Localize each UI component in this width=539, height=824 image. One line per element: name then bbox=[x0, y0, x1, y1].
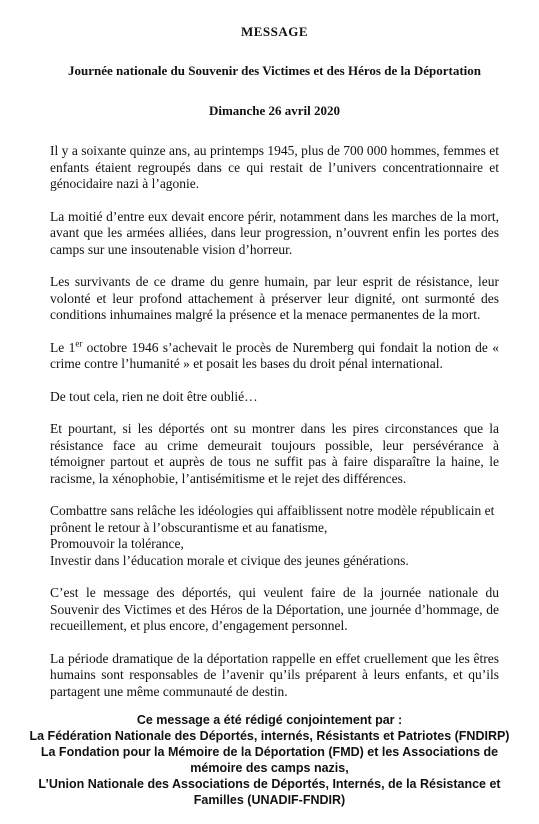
paragraph-4 bbox=[50, 340, 499, 373]
paragraph-1: Il y a soixante quinze ans, au printemps 1945, plus de 700 000 hommes, femmes et enfants étaient regroupés dans ce qui restait de l’univers concentrationnaire et génocidaire nazi à l’agonie. bbox=[50, 143, 499, 191]
document-title: MESSAGE bbox=[240, 24, 309, 39]
paragraph-3: Les survivants de ce drame du genre humain, par leur esprit de résistance, leur volonté et leur profond attachement à préserver leur dignité, ont surmonté des conditions inhumaines malgré la présence et la menace permanentes de la mort. bbox=[50, 274, 499, 322]
paragraph-7-line-2: Promouvoir la tolérance, bbox=[50, 536, 184, 551]
paragraph-5: De tout cela, rien ne doit être oublié… bbox=[50, 388, 258, 404]
paragraph-4-start: Le 1 bbox=[50, 339, 76, 355]
signatory-unadif: L’Union Nationale des Associations de Déportés, Internés, de la Résistance et bbox=[38, 777, 501, 791]
signatory-unadif-cont: Familles (UNADIF-FNDIR) bbox=[193, 793, 346, 807]
paragraph-7-line-1: Combattre sans relâche les idéologies qui affaiblissent notre modèle républicain et prônent le retour à l’obscurantisme et au fanatisme, bbox=[50, 503, 495, 535]
paragraph-7 bbox=[50, 503, 499, 569]
paragraph-7-line-3: Investir dans l’éducation morale et civique des jeunes générations. bbox=[50, 552, 409, 568]
document-subtitle: Journée nationale du Souvenir des Victimes et des Héros de la Déportation bbox=[68, 63, 481, 78]
paragraph-8: C’est le message des déportés, qui veulent faire de la journée nationale du Souvenir des Victimes et des Héros de la Déportation, une journée d’hommage, de recueillement, et plus encore, d’engagement personnel. bbox=[50, 585, 499, 633]
document-date: Dimanche 26 avril 2020 bbox=[208, 103, 341, 118]
paragraph-2: La moitié d’entre eux devait encore périr, notamment dans les marches de la mort, avant que les armées alliées, dans leur progression, n’ouvrent enfin les portes des camps sur une insoutenable vision d’horreur. bbox=[50, 208, 499, 257]
signatory-fmd: La Fondation pour la Mémoire de la Déportation (FMD) et les Associations de bbox=[40, 745, 499, 759]
paragraph-9: La période dramatique de la déportation rappelle en effet cruellement que les êtres humains sont responsables de l’avenir qu’ils préparent à leurs enfants, et qu’ils partagent une même communauté de destin. bbox=[50, 650, 499, 699]
document-page bbox=[0, 24, 539, 824]
paragraph-6: Et pourtant, si les déportés ont su montrer dans les pires circonstances que la résistance face au crime demeurait toujours possible, leur persévérance à témoigner partout et auprès de tous ne suffit pas à faire disparaître la haine, le racisme, la xénophobie, l’antisémitisme et le rejet des différences. bbox=[50, 421, 499, 486]
document-body bbox=[50, 143, 499, 700]
signatories-intro: Ce message a été rédigé conjointement par : bbox=[136, 713, 403, 727]
paragraph-4-end: octobre 1946 s’achevait le procès de Nuremberg qui fondait la notion de « crime contre l’humanité » et posait les bases du droit pénal international. bbox=[50, 339, 499, 371]
signatory-fndirp: La Fédération Nationale des Déportés, internés, Résistants et Patriotes (FNDIRP) bbox=[29, 729, 510, 743]
signatories bbox=[0, 712, 539, 808]
ordinal-suffix: er bbox=[75, 338, 83, 348]
signatory-fmd-cont: mémoire des camps nazis, bbox=[190, 761, 349, 775]
